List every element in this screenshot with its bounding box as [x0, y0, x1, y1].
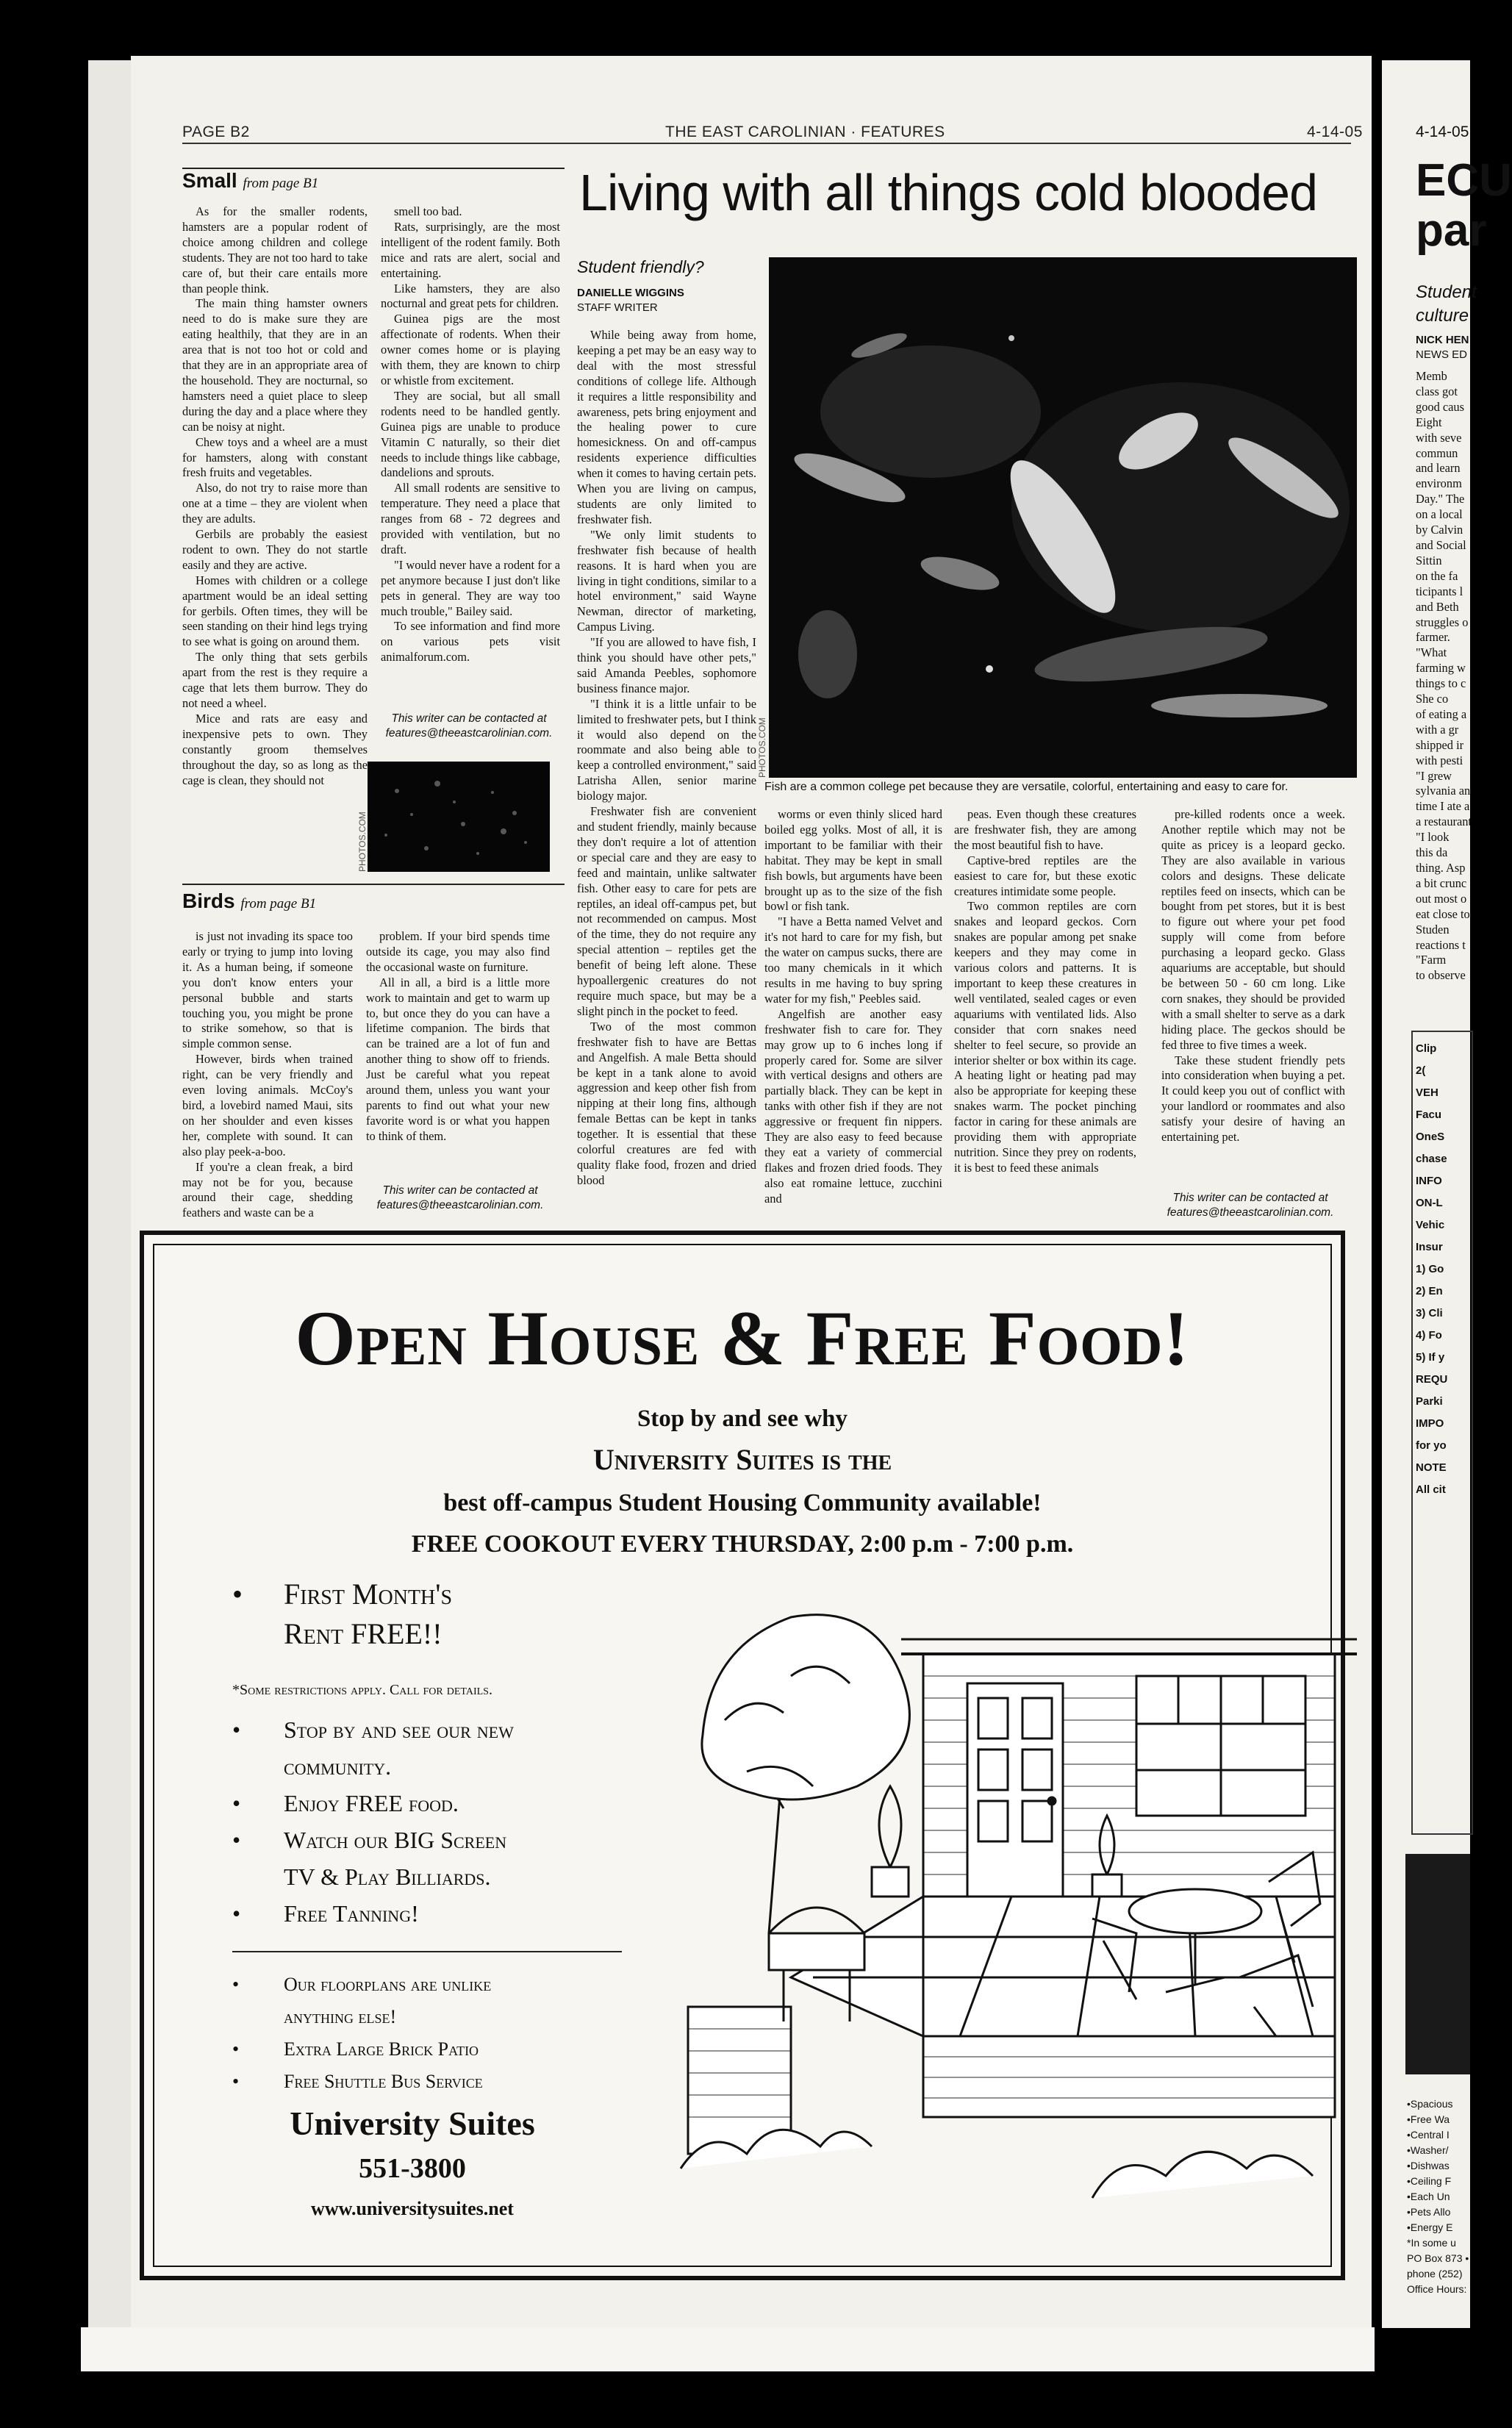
ad-feature: [232, 1822, 514, 1858]
adjacent-text-line: Memb: [1416, 369, 1447, 383]
adjacent-article-fragment: [1416, 369, 1472, 984]
feature-paragraph: "If you are allowed to have fish, I think you should have other pets," said Amanda Peebles, sophomore business finance major.: [577, 635, 756, 695]
bullet-icon: •: [232, 1790, 241, 1816]
ad-amenity: [232, 2066, 491, 2098]
adjacent-text-line: time I ate a: [1416, 799, 1470, 814]
adjacent-deck-2: culture: [1416, 306, 1469, 326]
adjacent-box-line: chase: [1416, 1153, 1447, 1165]
ad-features-list: [232, 1711, 514, 1932]
university-suites-ad: [140, 1231, 1345, 2280]
feature-paragraph: Angelfish are another easy freshwater fish to care for. They may grow up to 6 inches long if properly cared for. Some are silver with vertical designs and others are partially black. They can be kept in tanks with other fish if they are not aggressive or frequent fin nippers. They are also easy to feed because they eat a variety of commercial flakes and frozen dried foods. They also eat romaine lettuce, zucchini and: [764, 1006, 942, 1206]
adjacent-text-line: "Farm: [1416, 953, 1447, 967]
bullet-icon: •: [232, 2071, 240, 2092]
ad-amenity-text: Our floorplans are unlike: [284, 1974, 492, 1995]
adjacent-ad-photo: [1405, 1854, 1470, 2074]
adjacent-box-line: Insur: [1416, 1241, 1443, 1253]
adjacent-ad-line: •Central I: [1407, 2129, 1450, 2141]
birds-contact-line-1: This writer can be contacted at: [382, 1184, 538, 1197]
ad-offer-line-2: Rent FREE!!: [284, 1617, 443, 1650]
birds-paragraph: problem. If your bird spends time outside its cage, you may also find the occasional waste on furniture.: [366, 929, 550, 974]
bullet-icon: •: [232, 1578, 243, 1611]
ad-line-4: FREE COOKOUT EVERY THURSDAY, 2:00 p.m - 7:00 p.m.: [411, 1530, 1074, 1558]
ad-feature-text: Watch our BIG Screen: [284, 1827, 507, 1853]
small-paragraph: All small rodents are sensitive to temperature. They need a place that ranges from 68 - 72 degrees and provided with ventilation, but no draft.: [381, 481, 560, 556]
adjacent-ad-line: *In some u: [1407, 2237, 1456, 2249]
adjacent-text-line: on a local: [1416, 507, 1463, 522]
adjacent-text-line: Sittin: [1416, 553, 1442, 567]
adjacent-box-line: 1) Go: [1416, 1263, 1444, 1275]
adjacent-text-line: commun: [1416, 445, 1458, 460]
feature-paragraph: Two common reptiles are corn snakes and leopard geckos. Corn snakes are popular among pet snake keepers and they may come in various colors and patterns. It is important to keep these creatures in well ventilated, sealed cages or even aquariums with ventilated lids. Also consider that corn snakes need shelter to feel secure, so provide an interior shelter or box within its cage. A heating light or heating pad may also be appropriate for keeping these snakes warm. The pocket pinching factor in caring for these animals are providing them with appropriate nutrition. Since they prey on rodents, it is best to feed these animals: [954, 899, 1136, 1175]
small-paragraph: Homes with children or a college apartment would be an ideal setting for gerbils. Often times, they will be seen standing on their hind legs trying to see what is going on around them.: [182, 573, 368, 649]
ad-line-2: University Suites is the: [592, 1443, 892, 1476]
small-photo: [368, 762, 550, 872]
adjacent-ad-line: •Each Un: [1407, 2191, 1450, 2202]
adjacent-box-text: [1416, 1038, 1447, 1501]
birds-paragraph: is just not invading its space too early or trying to jump into loving it. As a human being, if someone you don't know enters your personal bubble and starts touching you, you might be prone to strike somehow, so that is simple common sense.: [182, 929, 353, 1051]
ad-restrictions: *Some restrictions apply. Call for details.: [232, 1682, 492, 1698]
adjacent-text-line: Studen: [1416, 922, 1450, 937]
small-paragraph: Gerbils are probably the easiest rodent to own. They do not startle easily and they are active.: [182, 527, 368, 572]
adjacent-text-line: and learn: [1416, 461, 1461, 476]
feature-paragraph: worms or even thinly sliced hard boiled egg yolks. Most of all, it is important to be familiar with their habitat. They may be kept in small fish bowls, but arguments have been brought up as to the size of the fish bowl or fish tank.: [764, 807, 942, 914]
adjacent-text-line: struggles o: [1416, 615, 1469, 629]
birds-contact-line-2: features@theeastcarolinian.com.: [376, 1199, 544, 1211]
feature-paragraph: peas. Even though these creatures are freshwater fish, they are among the most beautiful fish to have.: [954, 807, 1136, 852]
small-paragraph: smell too bad.: [394, 204, 462, 218]
adjacent-text-line: thing. Asp: [1416, 861, 1466, 875]
adjacent-page: [1382, 60, 1512, 2328]
ad-feature-text: Enjoy FREE food.: [284, 1790, 459, 1816]
ad-offer-rent-free: [232, 1614, 452, 1654]
adjacent-box-line: IMPO: [1416, 1417, 1444, 1430]
ad-offer-list: [232, 1575, 452, 1654]
adjacent-box-line: OneS: [1416, 1131, 1445, 1143]
adjacent-ad-text: [1407, 2096, 1469, 2297]
ad-phone[interactable]: 551-3800: [359, 2153, 466, 2184]
bullet-icon: •: [232, 1827, 241, 1853]
adjacent-text-line: Day." The: [1416, 492, 1465, 506]
small-photo-credit: PHOTOS.COM: [357, 812, 368, 872]
birds-heading: [182, 889, 316, 913]
feature-byline: DANIELLE WIGGINS: [577, 287, 684, 299]
adjacent-ad-line: •Pets Allo: [1407, 2206, 1451, 2218]
adjacent-text-line: She co: [1416, 692, 1449, 706]
adjacent-box-line: 2(: [1416, 1064, 1426, 1077]
fish-photo-image: [769, 257, 1357, 778]
issue-date: 4-14-05: [1307, 123, 1363, 140]
adjacent-text-line: Eight: [1416, 415, 1442, 429]
feature-paragraph: Captive-bred reptiles are the easiest to care for, but these exotic creatures intimidate some people.: [954, 853, 1136, 898]
ad-feature: [232, 1858, 514, 1895]
feature-paragraph: Take these student friendly pets into consideration when buying a pet. It could keep you out of conflict with your landlord or roommates and also satisfy your desire of having an entertaining pet.: [1161, 1053, 1345, 1145]
birds-column-2: [366, 929, 550, 1145]
feature-paragraph: Two of the most common freshwater fish to have are Bettas and Angelfish. A male Betta should be kept in a tank alone to avoid aggression and keep other fish from nipping at their long fins, although female Bettas can be kept in tanks together. It is essential that these colorful creatures are fed with quality flake food, frozen and dried blood: [577, 1019, 756, 1187]
ad-amenity: [232, 2033, 491, 2066]
adjacent-text-line: with pesti: [1416, 753, 1463, 767]
small-paragraph: To see information and find more on various pets visit animalforum.com.: [381, 619, 560, 665]
adjacent-box-line: INFO: [1416, 1175, 1442, 1187]
adjacent-box-line: NOTE: [1416, 1461, 1447, 1474]
adjacent-date: 4-14-05: [1416, 123, 1469, 140]
adjacent-text-line: this da: [1416, 845, 1448, 860]
adjacent-text-line: and Beth: [1416, 599, 1459, 614]
adjacent-text-line: class got: [1416, 384, 1458, 398]
adjacent-text-line: good caus: [1416, 399, 1465, 414]
feature-paragraph: pre-killed rodents once a week. Another reptile which may not be quite as pricey is a leopard gecko. They are also available in various colors and designs. These delicate reptiles feed on insects, which can be bought from pet stores, but it is best to figure out where your pet food supply will come from before purchasing a leopard gecko. Glass aquariums are acceptable, but should be between 50 - 60 cm long. Like corn snakes, they should be provided with a small shelter to serve as a dark hiding place. The geckos should be fed three to five times a week.: [1161, 807, 1345, 1052]
ad-website[interactable]: www.universitysuites.net: [311, 2198, 514, 2219]
adjacent-text-line: things to c: [1416, 676, 1466, 691]
adjacent-text-line: farming w: [1416, 661, 1466, 676]
birds-heading-title: Birds: [182, 889, 235, 912]
feature-paragraph: "I have a Betta named Velvet and it's not hard to care for my fish, but the water on campus sucks, there are too many chemicals in it which results in me having to buy spring water for my fish," Peebles said.: [764, 914, 942, 1006]
adjacent-box-line: 5) If y: [1416, 1351, 1445, 1364]
adjacent-box-line: ON-L: [1416, 1197, 1443, 1209]
fish-photo: [769, 257, 1357, 778]
adjacent-text-line: "I grew: [1416, 768, 1452, 783]
adjacent-ad-line: •Dishwas: [1407, 2160, 1450, 2171]
page-number: PAGE B2: [182, 123, 250, 140]
small-column-2: [381, 204, 560, 665]
adjacent-byline-title: NEWS ED: [1416, 348, 1468, 361]
adjacent-ad-line: •Free Wa: [1407, 2113, 1450, 2125]
small-paragraph: As for the smaller rodents, hamsters are a popular rodent of choice among children and college students. They are not too hard to take care of, but their care entails more than people think.: [182, 204, 368, 296]
ad-amenity: [232, 1969, 491, 2001]
feature-contact-line-1: This writer can be contacted at: [1172, 1192, 1328, 1204]
birds-paragraph: If you're a clean freak, a bird may not be for you, because around their cage, shedding feathers and waste can be a: [182, 1159, 353, 1220]
adjacent-box-line: 2) En: [1416, 1285, 1443, 1297]
bullet-icon: •: [232, 2038, 240, 2060]
ad-offer-line-1: First Month's: [284, 1578, 453, 1611]
feature-contact: [1154, 1191, 1347, 1220]
header-rule: [182, 143, 1351, 144]
feature-column-3: [954, 807, 1136, 1176]
adjacent-ad-line: Office Hours:: [1407, 2283, 1467, 2295]
small-jump-line: from page B1: [243, 176, 319, 191]
adjacent-box-line: for yo: [1416, 1439, 1447, 1452]
adjacent-text-line: out most o: [1416, 891, 1467, 906]
page-bottom-strip: [81, 2327, 1375, 2371]
bullet-icon: •: [232, 1974, 240, 1995]
ad-list-divider: [232, 1951, 622, 1952]
adjacent-text-line: of eating a: [1416, 706, 1467, 721]
adjacent-text-line: ticipants l: [1416, 584, 1463, 598]
feature-contact-line-2: features@theeastcarolinian.com.: [1167, 1206, 1334, 1219]
ad-amenity-text: Extra Large Brick Patio: [284, 2038, 479, 2060]
small-paragraph: They are social, but all small rodents need to be handled gently. Guinea pigs are unable to produce Vitamin C naturally, so their diet needs to include things like cabbage, dandelions and sprouts.: [381, 388, 560, 480]
small-paragraph: Rats, surprisingly, are the most intelligent of the rodent family. Both mice and rats are alert, social and entertaining.: [381, 219, 560, 280]
adjacent-text-line: with seve: [1416, 430, 1462, 445]
adjacent-text-line: a bit crunc: [1416, 875, 1467, 890]
adjacent-ad-line: •Spacious: [1407, 2098, 1453, 2110]
birds-paragraph: However, birds when trained right, can be very friendly and even loving animals. McCoy's bird, a lovebird named Maui, sits on her shoulder and even kisses her, complete with sound. It can also play peek-a-boo.: [182, 1052, 353, 1159]
adjacent-box-line: Clip: [1416, 1042, 1437, 1055]
adjacent-text-line: a restaurant: [1416, 814, 1472, 829]
ad-brand-name: University Suites: [290, 2105, 535, 2142]
ad-feature-text: community.: [284, 1753, 392, 1780]
small-paragraph: Guinea pigs are the most affectionate of rodents. When their owner comes home or is playing with them, they are known to chirp or whistle from excitement.: [381, 312, 560, 387]
adjacent-box-line: All cit: [1416, 1483, 1446, 1496]
feature-column-4: [1161, 807, 1345, 1145]
feature-paragraph: Freshwater fish are convenient and student friendly, mainly because they don't require a lot of attention or special care and they are easy to feed and maintain, unlike saltwater fish. Other easy to care for pets are reptiles, an ideal off-campus pet, but not recommended on campus. Most of the time, they do not require any special attention – reptiles get the benefit of being left alone. These hypoallergenic creatures do not require much space, but may be a slight pinch in the pocket to feed.: [577, 804, 756, 1018]
ad-amenities-list: [232, 1969, 491, 2098]
small-paragraph: Chew toys and a wheel are a must for hamsters, along with constant fresh fruits and vegetables.: [182, 434, 368, 480]
adjacent-headline-1: ECU: [1416, 155, 1512, 206]
ad-feature: [232, 1895, 514, 1932]
ad-feature: [232, 1748, 514, 1785]
small-photo-image: [368, 762, 550, 872]
small-paragraph: Mice and rats are easy and inexpensive pets to own. They constantly groom themselves throughout the day, so as long as the cage is clean, they should not: [182, 711, 368, 787]
adjacent-box-line: Vehic: [1416, 1219, 1445, 1231]
small-paragraph: The only thing that sets gerbils apart from the rest is they require a cage that lets them burrow. They do not need a wheel.: [182, 650, 368, 710]
ad-amenity-text: Free Shuttle Bus Service: [284, 2071, 483, 2092]
small-column-1: [182, 204, 368, 788]
small-paragraph: Also, do not try to raise more than one at a time – they are violent when they are adults.: [182, 481, 368, 526]
adjacent-box-line: VEH: [1416, 1086, 1438, 1099]
adjacent-box-line: 4) Fo: [1416, 1329, 1442, 1342]
adjacent-text-line: sylvania an: [1416, 784, 1471, 798]
ad-offer-first-month: [232, 1575, 452, 1614]
adjacent-text-line: eat close to: [1416, 906, 1470, 921]
adjacent-ad-line: PO Box 873 •: [1407, 2252, 1469, 2264]
adjacent-box-line: Parki: [1416, 1395, 1443, 1408]
feature-headline: Living with all things cold blooded: [579, 164, 1317, 221]
adjacent-ad-line: •Washer/: [1407, 2144, 1449, 2156]
adjacent-text-line: "What: [1416, 645, 1447, 660]
small-paragraph: The main thing hamster owners need to do is make sure they are eating healthily, that they are in an area that is not too hot or cold and that they are in an appropriate area of the household. They are nocturnal, so hamsters need a quiet place to sleep during the day and a place where they can be noisy at night.: [182, 296, 368, 434]
adjacent-box-line: REQU: [1416, 1373, 1448, 1386]
ad-feature: [232, 1785, 514, 1822]
feature-paragraph: While being away from home, keeping a pet may be an easy way to deal with the most stressful conditions of college life. Although it requires a little responsibility and awareness, pets bring enjoyment and the healing power to cure homesickness. On and off-campus residents experience difficulties when it comes to having certain pets. When you are living on campus, students are only limited to freshwater fish.: [577, 328, 756, 526]
small-contact-line-1: This writer can be contacted at: [391, 712, 547, 725]
feature-byline-title: STAFF WRITER: [577, 301, 658, 314]
birds-column-1: [182, 929, 353, 1221]
adjacent-text-line: reactions t: [1416, 937, 1466, 952]
feature-paragraph: "We only limit students to freshwater fish because of health reasons. It is hard when you are living in tight conditions, similar to a hotel environment," said Wayne Newman, director of marketing, Campus Living.: [577, 527, 756, 634]
feature-deck: Student friendly?: [577, 257, 704, 276]
adjacent-text-line: shipped ir: [1416, 737, 1464, 752]
adjacent-byline: NICK HEN: [1416, 334, 1469, 346]
adjacent-box-line: Facu: [1416, 1109, 1442, 1121]
adjacent-text-line: to observe: [1416, 968, 1466, 983]
adjacent-text-line: environm: [1416, 476, 1462, 491]
patio-illustration: [681, 1566, 1372, 2213]
ad-feature-text: Stop by and see our new: [284, 1716, 514, 1743]
ad-line-1: Stop by and see why: [637, 1405, 848, 1432]
ad-title: Open House & Free Food!: [295, 1295, 1190, 1381]
small-contact: [375, 712, 563, 741]
feature-paragraph: "I think it is a little unfair to be limited to freshwater pets, but I think it would also depend on the roommate and also being able to keep a controlled environment," said Latrisha Allen, senior marine biology major.: [577, 696, 756, 803]
feature-column-1: [577, 328, 756, 1189]
adjacent-ad-line: phone (252): [1407, 2268, 1463, 2280]
bullet-icon: •: [232, 1716, 241, 1743]
adjacent-text-line: farmer.: [1416, 630, 1450, 645]
adjacent-text-line: and Social: [1416, 537, 1466, 552]
adjacent-text-line: on the fa: [1416, 568, 1458, 583]
adjacent-text-line: "I look: [1416, 830, 1450, 845]
publication-section: THE EAST CAROLINIAN · FEATURES: [665, 123, 945, 140]
ad-amenity: [232, 2001, 491, 2033]
adjacent-box-line: 3) Cli: [1416, 1307, 1443, 1319]
ad-feature-text: Free Tanning!: [284, 1900, 419, 1927]
birds-contact: [366, 1183, 554, 1213]
page-edge: [88, 60, 136, 2332]
ad-amenity-text: anything else!: [284, 2006, 397, 2027]
small-heading-title: Small: [182, 169, 237, 192]
small-paragraph: "I would never have a rodent for a pet anymore because I just don't like pets in general. They are way too much trouble," Bailey said.: [381, 557, 560, 618]
small-heading: [182, 169, 318, 193]
fish-photo-credit: PHOTOS.COM: [757, 717, 767, 778]
fish-photo-caption: Fish are a common college pet because they are versatile, colorful, entertaining and easy to care for.: [764, 781, 1289, 793]
ad-feature-text: TV & Play Billiards.: [284, 1863, 491, 1890]
small-bottom-rule: [182, 884, 565, 885]
birds-paragraph: All in all, a bird is a little more work to maintain and get to warm up to, but once they do you can have a lifetime companion. The birds that can be trained are a lot of fun and another thing to show off to friends. Just be careful what you repeat around them, unless you want your parents to find out what your new favorite word is or what you happen to think of them.: [366, 975, 550, 1143]
adjacent-text-line: with a gr: [1416, 722, 1459, 737]
adjacent-headline-2: par: [1416, 205, 1487, 256]
adjacent-deck-1: Student: [1416, 282, 1477, 302]
birds-jump-line: from page B1: [240, 896, 317, 912]
ad-line-3: best off-campus Student Housing Community available!: [443, 1489, 1042, 1516]
adjacent-ad-line: •Ceiling F: [1407, 2175, 1452, 2187]
feature-column-2: [764, 807, 942, 1207]
small-contact-line-2: features@theeastcarolinian.com.: [385, 727, 553, 739]
ad-feature: [232, 1711, 514, 1748]
bullet-icon: •: [232, 1900, 241, 1927]
adjacent-text-line: by Calvin: [1416, 523, 1463, 537]
adjacent-ad-line: •Energy E: [1407, 2221, 1453, 2233]
small-paragraph: Like hamsters, they are also nocturnal and great pets for children.: [381, 281, 560, 311]
